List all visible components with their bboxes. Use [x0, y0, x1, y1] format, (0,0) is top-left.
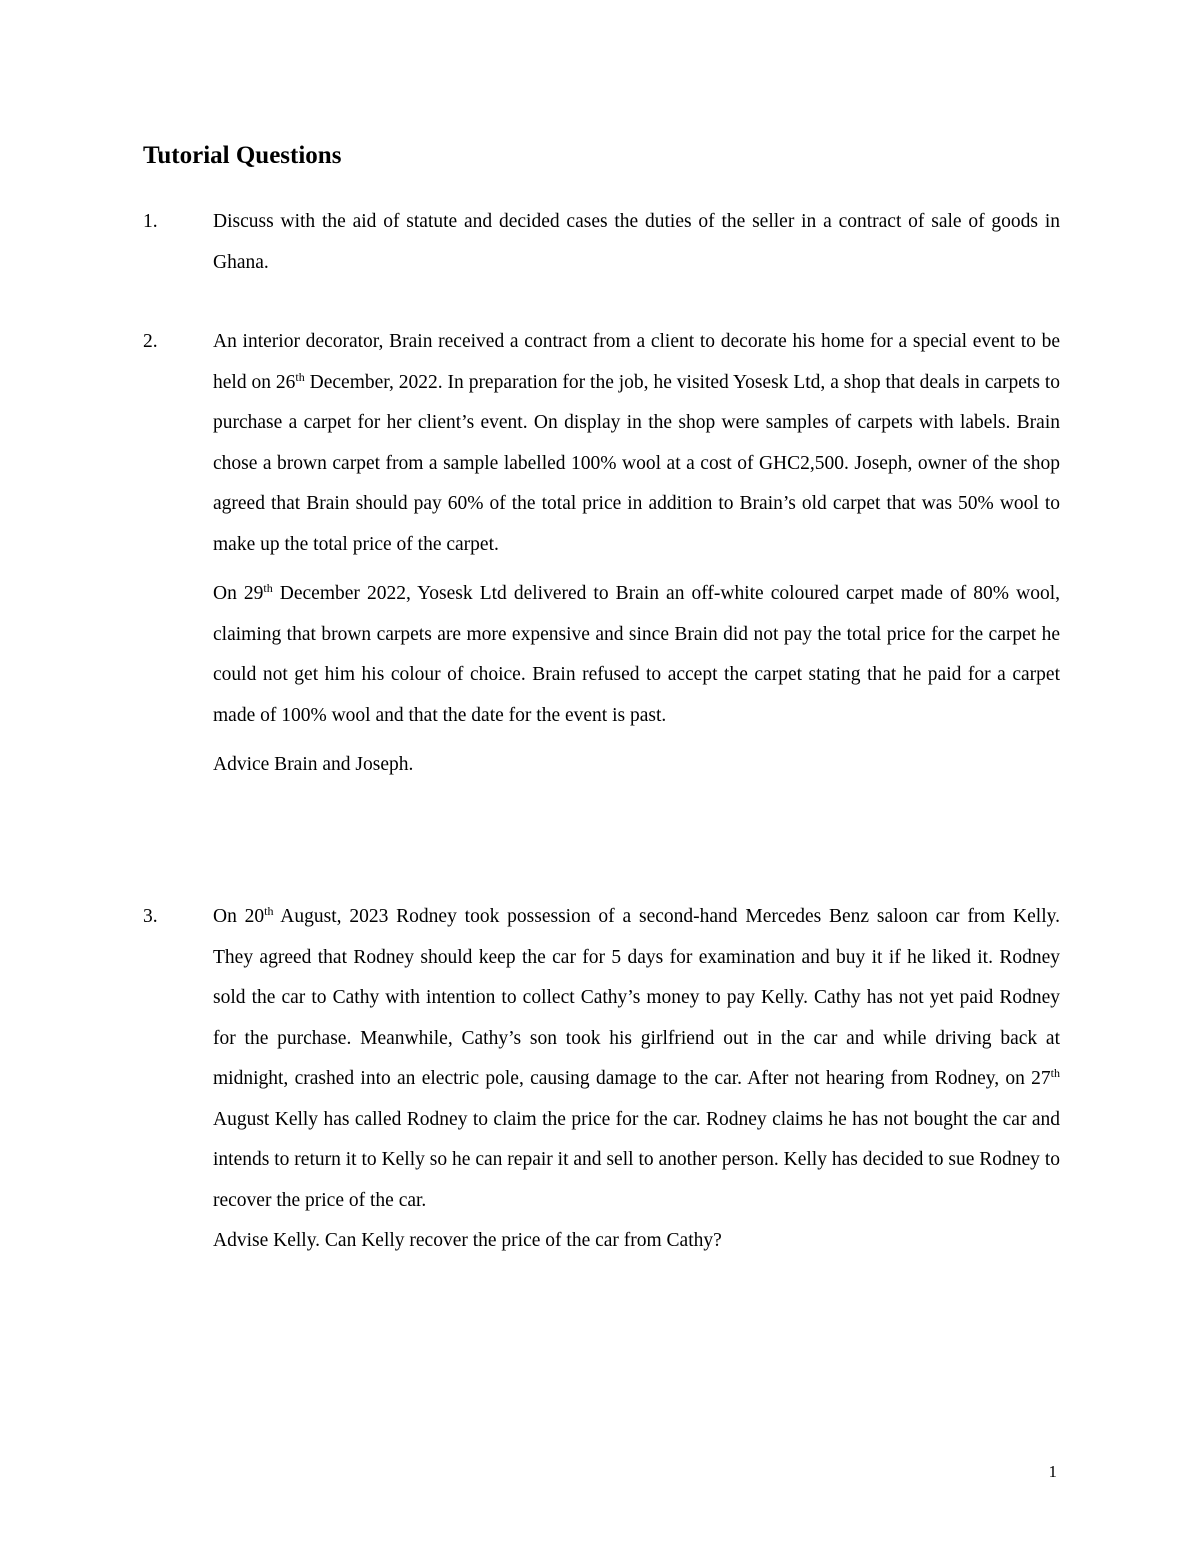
text-run: August Kelly has called Rodney to claim the price for the car. Rodney claims he has not bought the car and intends to return it to Kelly so he can repair it and sell to another person. Kelly has decided to sue Rodney to recover the price of the car. [213, 1108, 1060, 1211]
question-paragraph [213, 897, 1060, 1221]
text-run: December, 2022. In preparation for the job, he visited Yosesk Ltd, a shop that deals in carpets to purchase a carpet for her client’s event. On display in the shop were samples of carpets with labels. Brain chose a brown carpet from a sample labelled 100% wool at a cost of GHC2,500. Joseph, owner of the shop agreed that Brain should pay 60% of the total price in addition to Brain’s old carpet that was 50% wool to make up the total price of the carpet. [213, 371, 1060, 555]
question-body [213, 202, 1060, 283]
question-1 [143, 202, 1060, 283]
text-run: On 29 [213, 583, 264, 604]
question-paragraph [213, 322, 1060, 565]
text-run: August, 2023 Rodney took possession of a second-hand Mercedes Benz saloon car from Kelly. They agreed that Rodney should keep the car for 5 days for examination and buy it if he liked it. Rodney sold the car to Cathy with intention to collect Cathy’s money to pay Kelly. Cathy has not yet paid Rodney for the purchase. Meanwhile, Cathy’s son took his girlfriend out in the car and while driving back at midnight, crashed into an electric pole, causing damage to the car. After not hearing from Rodney, on 27 [213, 906, 1060, 1089]
ordinal-suffix: th [263, 581, 273, 595]
question-paragraph [213, 574, 1060, 736]
page-title: Tutorial Questions [143, 142, 342, 169]
question-paragraph: Advice Brain and Joseph. [213, 754, 414, 775]
question-paragraph: Discuss with the aid of statute and decided cases the duties of the seller in a contract of sale of goods in Ghana. [213, 211, 1060, 273]
ordinal-suffix: th [1050, 1066, 1060, 1080]
question-body [213, 322, 1060, 786]
page-number: 1 [1048, 1462, 1057, 1481]
question-number: 3. [143, 906, 158, 927]
question-number: 1. [143, 211, 158, 232]
question-2 [143, 322, 1060, 786]
text-run: December 2022, Yosesk Ltd delivered to Brain an off-white coloured carpet made of 80% wool, claiming that brown carpets are more expensive and since Brain did not pay the total price for the carpet he could not get him his colour of choice. Brain refused to accept the carpet stating that he paid for a carpet made of 100% wool and that the date for the event is past. [213, 583, 1060, 726]
text-run: On 20 [213, 906, 265, 927]
question-body [213, 897, 1060, 1262]
question-3 [143, 897, 1060, 1262]
question-paragraph: Advise Kelly. Can Kelly recover the price of the car from Cathy? [213, 1230, 722, 1251]
ordinal-suffix: th [295, 369, 305, 384]
ordinal-suffix: th [264, 904, 274, 918]
text-run: An interior decorator, Brain received a contract from a client to decorate his home for a special event to be held on 26 [213, 331, 1060, 393]
question-number: 2. [143, 331, 158, 352]
